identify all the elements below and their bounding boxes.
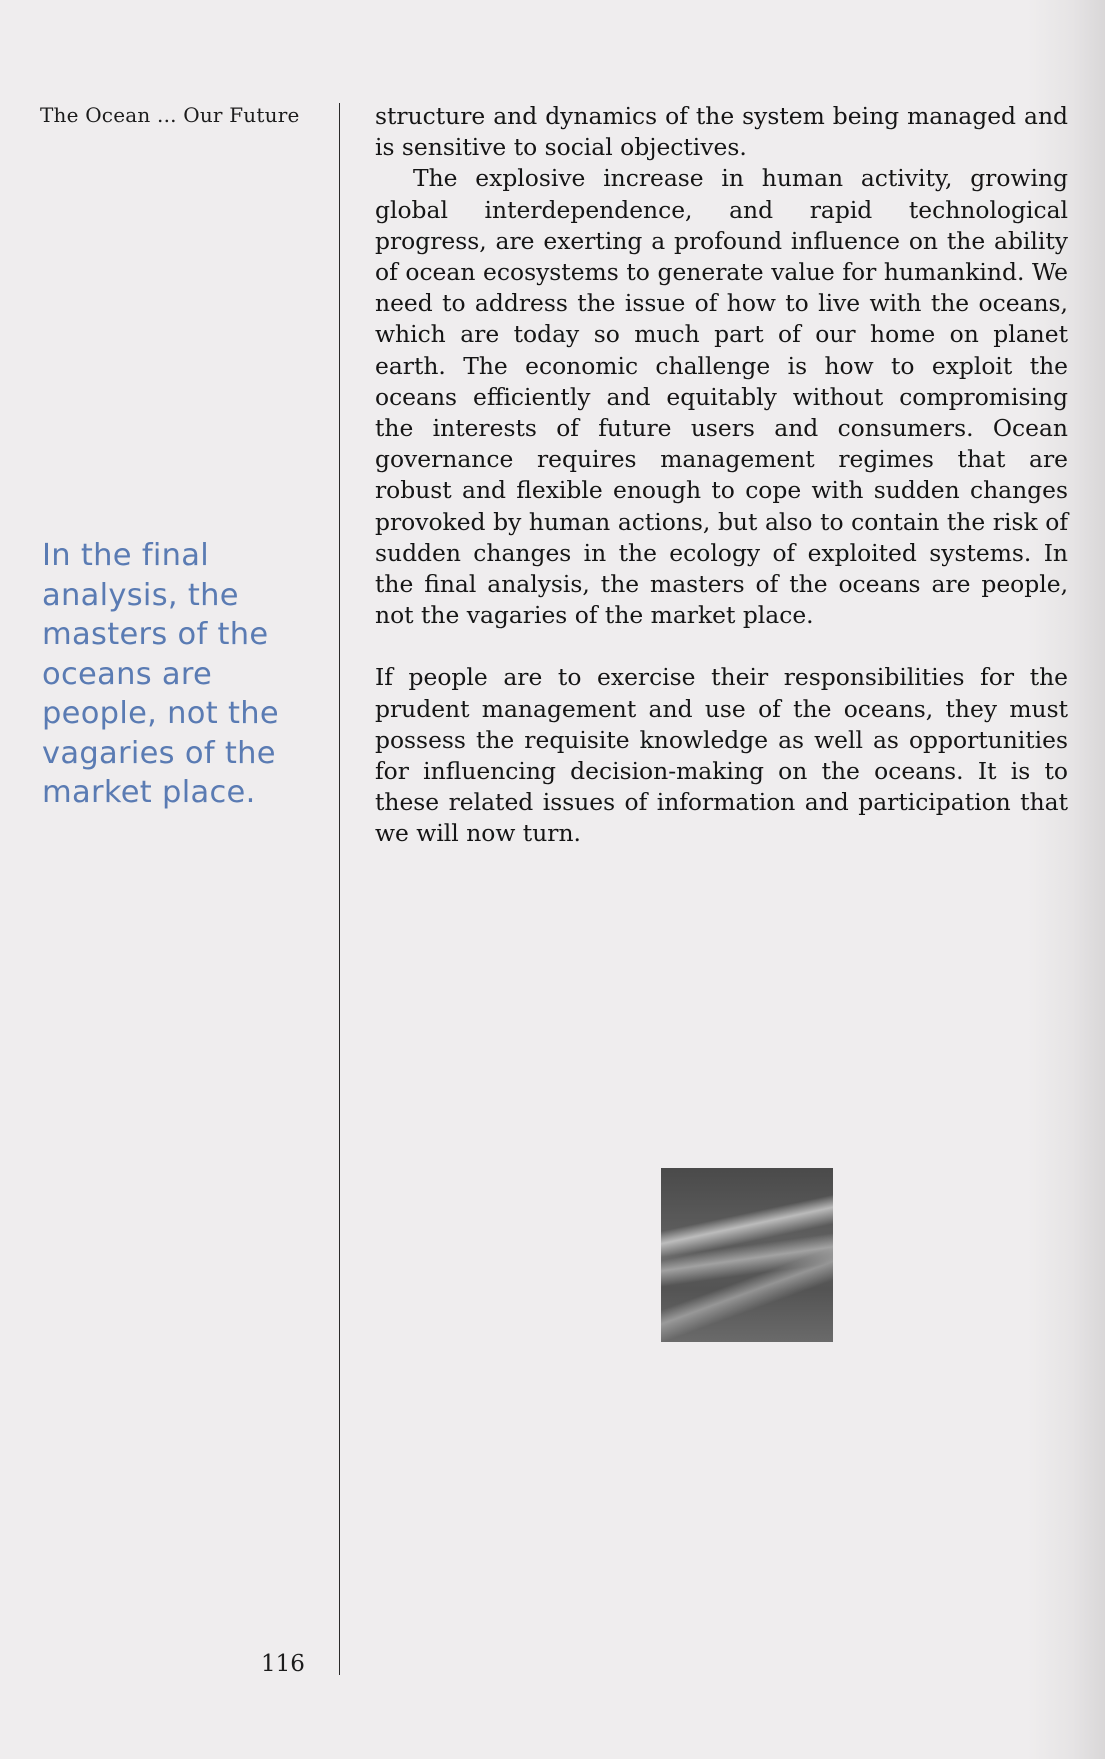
pull-quote: In the final analysis, the masters of the oceans are people, not the vagaries of the market place. bbox=[42, 538, 279, 810]
body-text bbox=[375, 101, 1068, 850]
paragraph-2: The explosive increase in human activity, growing global interdependence, and rapid technological progress, are exerting a profound influence on the ability of ocean ecosystems to generate value for humankind. We need to address the issue of how to live with the oceans, which are today so much part of our home on planet earth. The economic challenge is how to exploit the oceans efficiently and equitably without compromising the interests of future users and consumers. Ocean governance requires management regimes that are robust and flexible enough to cope with sudden changes provoked by human actions, but also to contain the risk of sudden changes in the ecology of exploited systems. In the final analysis, the masters of the oceans are people, not the vagaries of the market place. bbox=[375, 164, 1068, 630]
ocean-photo bbox=[661, 1168, 833, 1342]
page-number: 116 bbox=[261, 1651, 305, 1677]
paragraph-1: structure and dynamics of the system being managed and is sensitive to social objectives. bbox=[375, 102, 1068, 162]
column-divider bbox=[339, 103, 340, 1675]
running-head: The Ocean ... Our Future bbox=[40, 103, 300, 127]
paragraph-3: If people are to exercise their responsibilities for the prudent management and use of the oceans, they must possess the requisite knowledge as well as opportunities for influencing decision-making on the oceans. It is to these related issues of information and participation that we will now turn. bbox=[375, 663, 1068, 848]
